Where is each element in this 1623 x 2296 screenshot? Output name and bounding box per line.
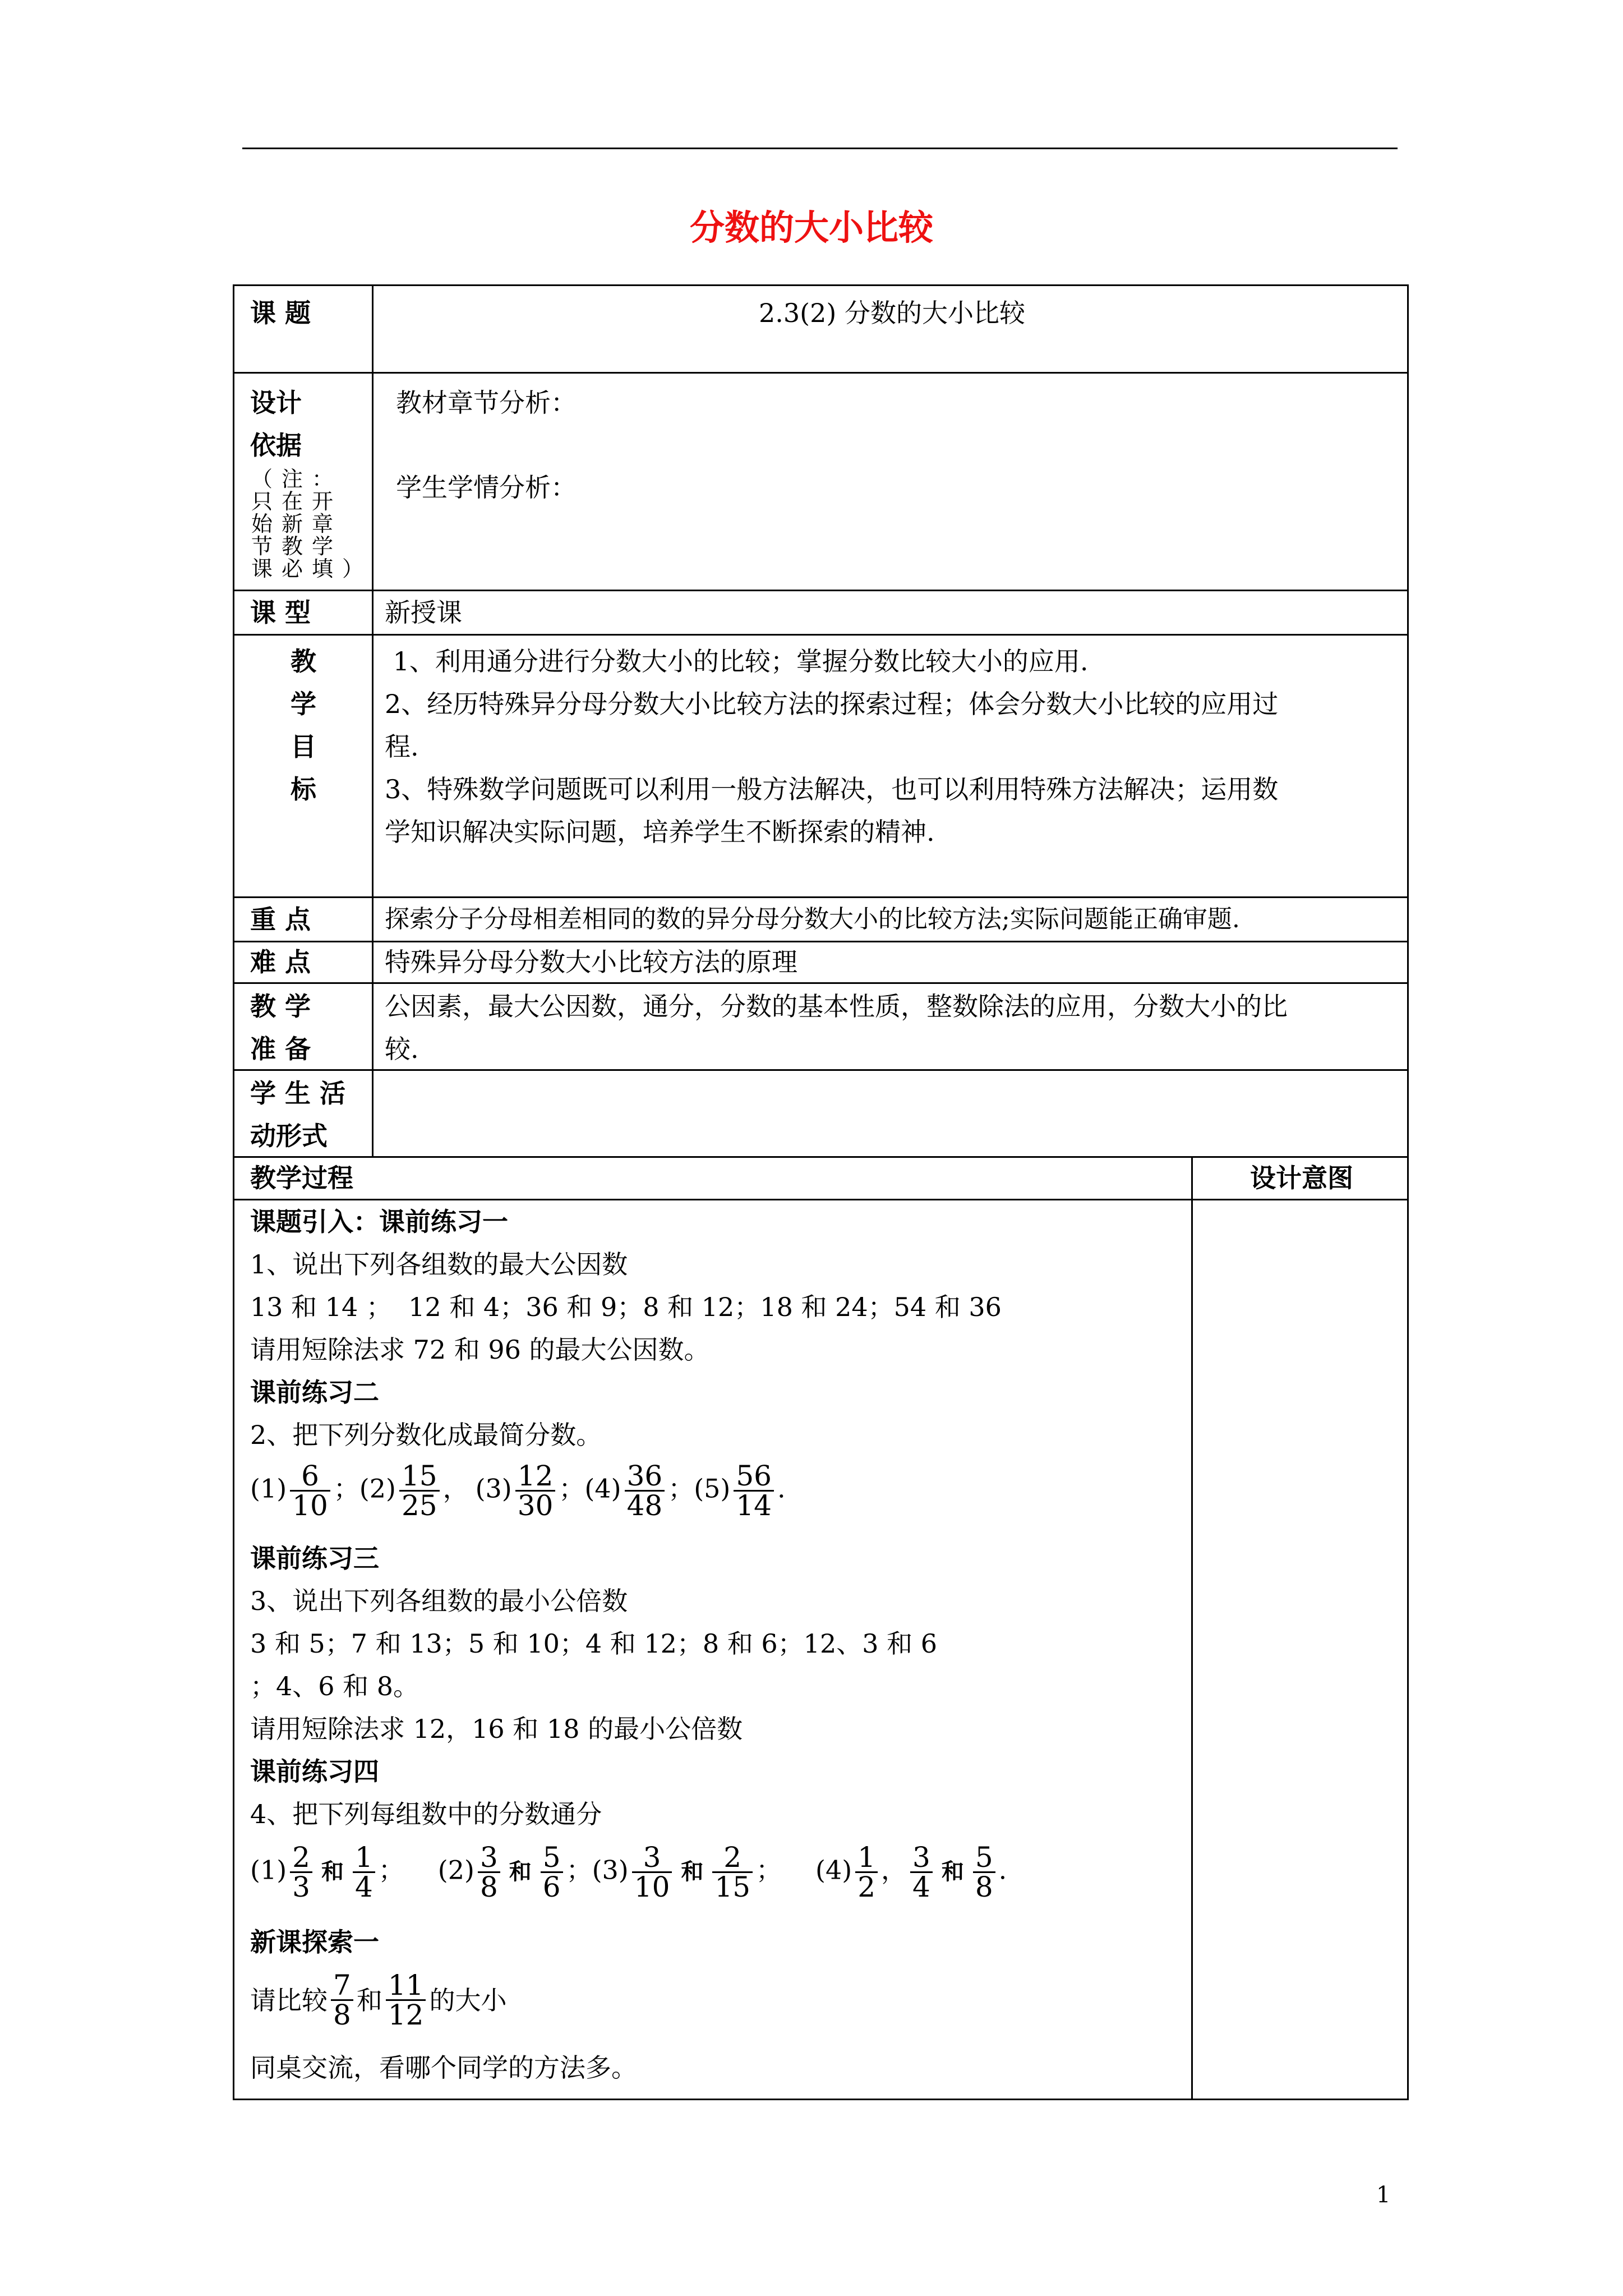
ex4-group-2: (2) $\frac{3}{8}$ 和 $\frac{5}{6}$ ； [437, 1841, 592, 1903]
key-point-label-cell [233, 896, 374, 942]
activity-label-cell [233, 1069, 374, 1158]
preparation-line-1: 公因素，最大公因数，通分，分数的基本性质，整数除法的应用，分数大小的比 [385, 991, 1288, 1022]
topic-value-cell [372, 284, 1409, 374]
difficulty-value-cell [372, 941, 1409, 984]
objective-line-1: 1、利用通分进行分数大小的比较；掌握分数比较大小的应用. [385, 646, 1089, 677]
ex3-items-1: 3 和 5；7 和 13；5 和 10；4 和 12；8 和 6；12、3 和 6 [250, 1628, 937, 1659]
design-label-2: 依据 [250, 430, 302, 461]
design-value-cell [372, 372, 1409, 591]
activity-label-2: 动形式 [250, 1121, 328, 1151]
ex2-item-1: (1) $\frac{6}{10}$ ； [250, 1460, 359, 1522]
header-rule [242, 148, 1398, 149]
design-note: （注：只在开始新章节教学课必填） [251, 467, 373, 581]
difficulty-value: 特殊异分母分数大小比较方法的原理 [385, 947, 797, 977]
ex4-group-1: (1) $\frac{2}{3}$ 和 $\frac{1}{4}$ ； [250, 1841, 404, 1903]
ex4-group-4: (4) $\frac{1}{2}$ ， $\frac{3}{4}$ 和 $\frac{5}{8}$ . [815, 1841, 1007, 1903]
ex4-title: 课前练习四 [250, 1756, 379, 1787]
preparation-label-cell [233, 982, 374, 1071]
preparation-label-2: 准 备 [250, 1034, 311, 1064]
explore-fraction-a: $\frac{7}{8}$ [331, 1971, 353, 2029]
design-item-2: 学生学情分析： [396, 472, 577, 503]
ex2-fractions [250, 1462, 786, 1520]
difficulty-label: 难 点 [250, 947, 311, 977]
ex3-items-2: ；4、6 和 8。 [250, 1671, 419, 1701]
ex4-question: 4、把下列每组数中的分数通分 [250, 1799, 602, 1829]
ex2-item-5: (5) $\frac{56}{14}$ . [694, 1460, 786, 1522]
ex2-item-2: (2) $\frac{15}{25}$ ， [359, 1460, 469, 1522]
activity-value-cell [372, 1069, 1409, 1158]
lesson-type-label: 课 型 [250, 597, 311, 628]
intro-title: 课题引入：课前练习一 [250, 1207, 508, 1237]
explore-title: 新课探索一 [250, 1927, 379, 1957]
preparation-value-cell [372, 982, 1409, 1071]
key-point-value-cell [372, 896, 1409, 942]
objectives-label-4: 标 [291, 774, 316, 804]
intent-header-cell [1191, 1156, 1409, 1200]
document-title: 分数的大小比较 [689, 207, 933, 248]
ex4-fractions [250, 1843, 1007, 1901]
objective-line-5: 学知识解决实际问题，培养学生不断探索的精神. [385, 817, 935, 847]
ex1-task: 请用短除法求 72 和 96 的最大公因数。 [250, 1335, 710, 1365]
explore-fraction-b: $\frac{11}{12}$ [386, 1971, 426, 2029]
objectives-value-cell [372, 634, 1409, 898]
objective-line-4: 3、特殊数学问题既可以利用一般方法解决，也可以利用特殊方法解决；运用数 [385, 774, 1279, 804]
lesson-type-value-cell [372, 590, 1409, 636]
objective-line-3: 程. [385, 731, 419, 762]
objectives-label-cell [233, 634, 374, 898]
objective-line-2: 2、经历特殊异分母分数大小比较方法的探索过程；体会分数大小比较的应用过 [385, 689, 1279, 719]
key-point-label: 重 点 [250, 904, 311, 935]
design-label-cell [233, 372, 374, 591]
key-point-value: 探索分子分母相差相同的数的异分母分数大小的比较方法;实际问题能正确审题. [385, 905, 1240, 933]
ex1-question: 1、说出下列各组数的最大公因数 [250, 1249, 628, 1280]
ex2-item-4: (4) $\frac{36}{48}$ ； [584, 1460, 694, 1522]
objectives-label-1: 教 [291, 646, 316, 677]
activity-label-1: 学 生 活 [250, 1078, 346, 1108]
explore-compare [250, 1971, 506, 2029]
explore-prefix: 请比较 [250, 1985, 328, 2016]
explore-suffix: 的大小 [429, 1985, 507, 2016]
process-header: 教学过程 [250, 1163, 353, 1193]
difficulty-label-cell [233, 941, 374, 984]
ex4-group-3: (3) $\frac{3}{10}$ 和 $\frac{2}{15}$ ； [592, 1841, 782, 1903]
topic-value: 2.3(2) 分数的大小比较 [759, 298, 1025, 328]
intent-body-cell [1191, 1199, 1409, 2100]
preparation-label-1: 教 学 [250, 991, 311, 1022]
topic-label: 课 题 [250, 298, 311, 328]
design-label-1: 设计 [250, 388, 302, 418]
process-body-cell [233, 1199, 1193, 2100]
intent-header: 设计意图 [1250, 1163, 1353, 1193]
page-number: 1 [1376, 2182, 1391, 2208]
ex2-title: 课前练习二 [250, 1377, 379, 1407]
ex1-items: 13 和 14 ； 12 和 4；36 和 9；8 和 12；18 和 24；54 和 36 [250, 1292, 1002, 1322]
ex3-question: 3、说出下列各组数的最小公倍数 [250, 1586, 628, 1616]
ex3-title: 课前练习三 [250, 1543, 379, 1573]
lesson-type-value: 新授课 [385, 597, 462, 628]
ex2-question: 2、把下列分数化成最简分数。 [250, 1420, 602, 1450]
explore-and: 和 [356, 1985, 382, 2016]
lesson-plan-table [233, 284, 1409, 2100]
objectives-label-3: 目 [291, 731, 316, 762]
lesson-type-label-cell [233, 590, 374, 636]
preparation-line-2: 较. [385, 1034, 419, 1064]
objectives-label-2: 学 [291, 689, 316, 719]
topic-label-cell [233, 284, 374, 374]
ex2-item-3: (3) $\frac{12}{30}$ ； [475, 1460, 585, 1522]
ex3-task: 请用短除法求 12，16 和 18 的最小公倍数 [250, 1714, 743, 1744]
process-header-cell [233, 1156, 1193, 1200]
design-item-1: 教材章节分析： [396, 388, 577, 418]
explore-task: 同桌交流，看哪个同学的方法多。 [250, 2053, 637, 2083]
